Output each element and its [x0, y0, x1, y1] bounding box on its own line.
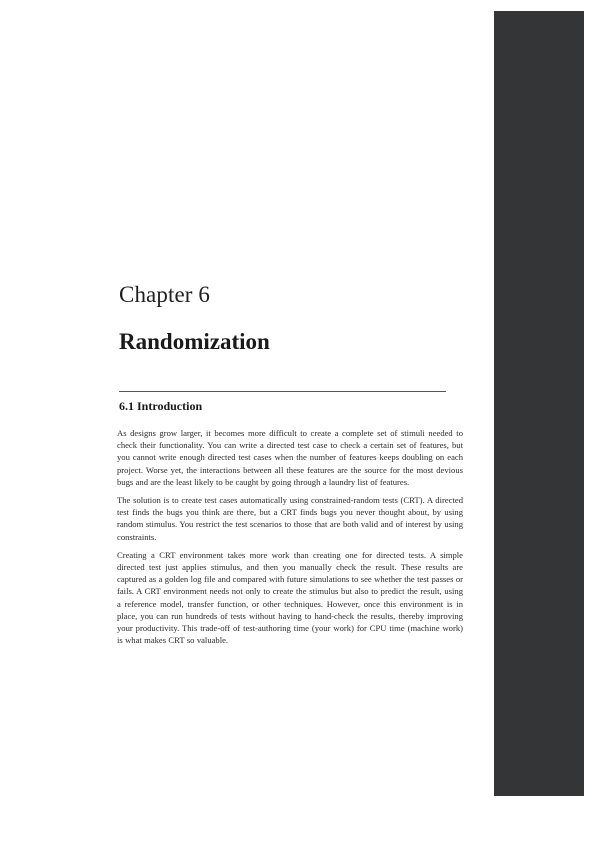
heading-divider	[119, 391, 446, 392]
chapter-title: Randomization	[119, 329, 270, 354]
paragraph: Creating a CRT environment takes more work than creating one for directed tests. A simple directed test just applies stimulus, and then you manually check the result. These results are captured as a golden log file and compared with future simulations to see whether the test passes or fails. A CRT environment needs not only to create the stimulus but also to predict the result, using a reference model, transfer function, or other techniques. However, once this environment is in place, you can run hundreds of tests without having to hand-check the results, thereby improving your productivity. This trade-off of test-authoring time (your work) for CPU time (machine work) is what makes CRT so valuable.	[117, 549, 463, 646]
paragraph: The solution is to create test cases automatically using constrained-random tests (CRT). A directed test finds the bugs you think are there, but a CRT finds bugs you never thought about, by using random stimulus. You restrict the test scenarios to those that are both valid and of interest by using constraints.	[117, 495, 463, 542]
chapter-side-tab	[494, 11, 584, 796]
chapter-number: Chapter 6	[119, 282, 210, 307]
paragraph: As designs grow larger, it becomes more difficult to create a complete set of stimuli needed to check their functionality. You can write a directed test case to check a certain set of features, but you cannot write enough directed test cases when the number of features keeps doubling on each project. Worse yet, the interactions between all these features are the source for the most devious bugs and are the least likely to be caught by going through a laundry list of features.	[117, 428, 463, 487]
body-text	[117, 427, 463, 652]
section-heading: 6.1 Introduction	[119, 399, 203, 413]
